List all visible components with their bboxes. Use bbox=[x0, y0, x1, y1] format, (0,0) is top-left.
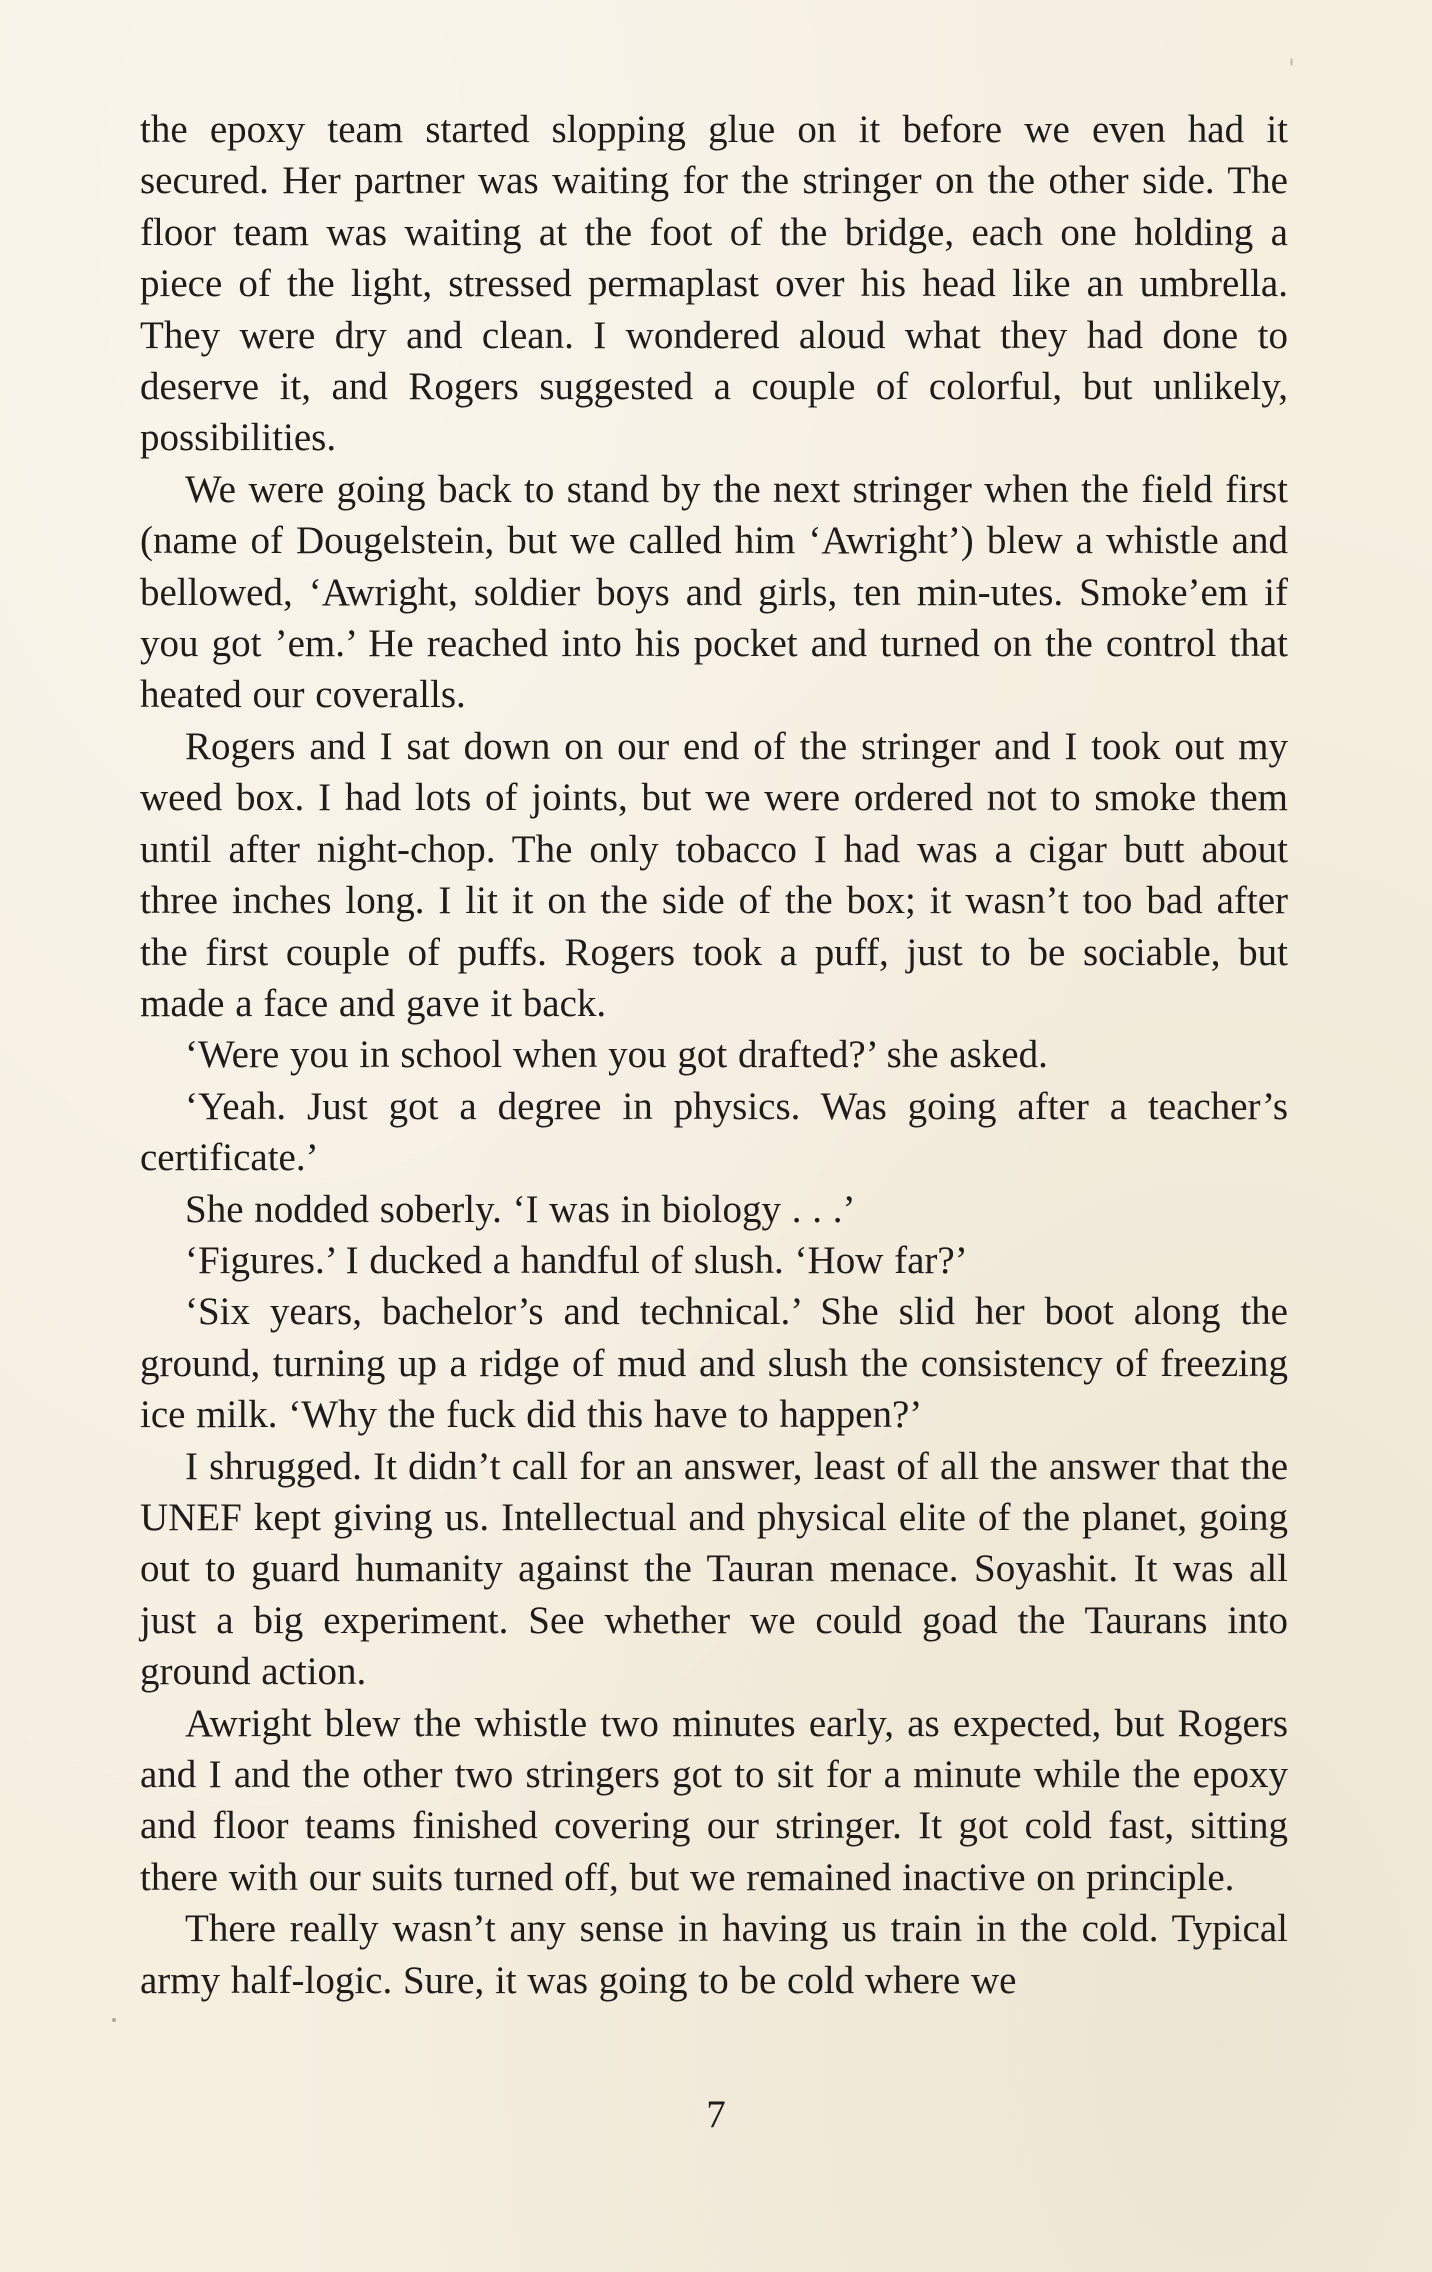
paragraph: ‘Six years, bachelor’s and technical.’ She slid her boot along the ground, turning up a ridge of mud and slush the consistency of freezing ice milk. ‘Why the fuck did this have to happen?’ bbox=[140, 1290, 1288, 1437]
paragraph: I shrugged. It didn’t call for an answer, least of all the answer that the UNEF kept giving us. Intellectual and physical elite of the planet, going out to guard humanity against the Tauran menace. Soyashit. It was all just a big experiment. See whether we could goad the Taurans into ground action. bbox=[140, 1444, 1288, 1694]
paragraph: Rogers and I sat down on our end of the stringer and I took out my weed box. I had lots of joints, but we were ordered not to smoke them until after night-chop. The only tobacco I had was a cigar butt about three inches long. I lit it on the side of the box; it wasn’t too bad after the first couple of puffs. Rogers took a puff, just to be sociable, but made a face and gave it back. bbox=[140, 724, 1288, 1025]
paper-speck bbox=[1290, 58, 1293, 66]
paragraph: We were going back to stand by the next stringer when the field first (name of Dougelstein, but we called him ‘Awright’) blew a whistle and bellowed, ‘Awright, soldier boys and girls, ten min-utes. Smoke’em if you got ’em.’ He reached into his pocket and turned on the control that heated our coveralls. bbox=[140, 467, 1288, 717]
paragraph: ‘Figures.’ I ducked a handful of slush. ‘How far?’ bbox=[185, 1238, 968, 1282]
paragraph: the epoxy team started slopping glue on it before we even had it secured. Her partner was waiting for the stringer on the other side. The floor team was waiting at the foot of the bridge, each one holding a piece of the light, stressed permaplast over his head like an umbrella. They were dry and clean. I wondered aloud what they had done to deserve it, and Rogers suggested a couple of colorful, but unlikely, possibilities. bbox=[140, 108, 1288, 460]
paragraph: ‘Yeah. Just got a degree in physics. Was going after a teacher’s certificate.’ bbox=[140, 1084, 1288, 1180]
paper-speck bbox=[112, 2018, 116, 2022]
page-number: 7 bbox=[706, 2093, 726, 2136]
paragraph: Awright blew the whistle two minutes early, as expected, but Rogers and I and the other two stringers got to sit for a minute while the epoxy and floor teams finished covering our stringer. It got cold fast, sitting there with our suits turned off, but we remained inactive on principle. bbox=[140, 1701, 1288, 1899]
body-text bbox=[140, 104, 1288, 2006]
paragraph: ‘Were you in school when you got drafted?’ she asked. bbox=[185, 1033, 1048, 1077]
paragraph: She nodded soberly. ‘I was in biology . . .’ bbox=[185, 1187, 856, 1231]
paragraph: There really wasn’t any sense in having us train in the cold. Typical army half-logic. Sure, it was going to be cold where we bbox=[140, 1907, 1288, 2002]
